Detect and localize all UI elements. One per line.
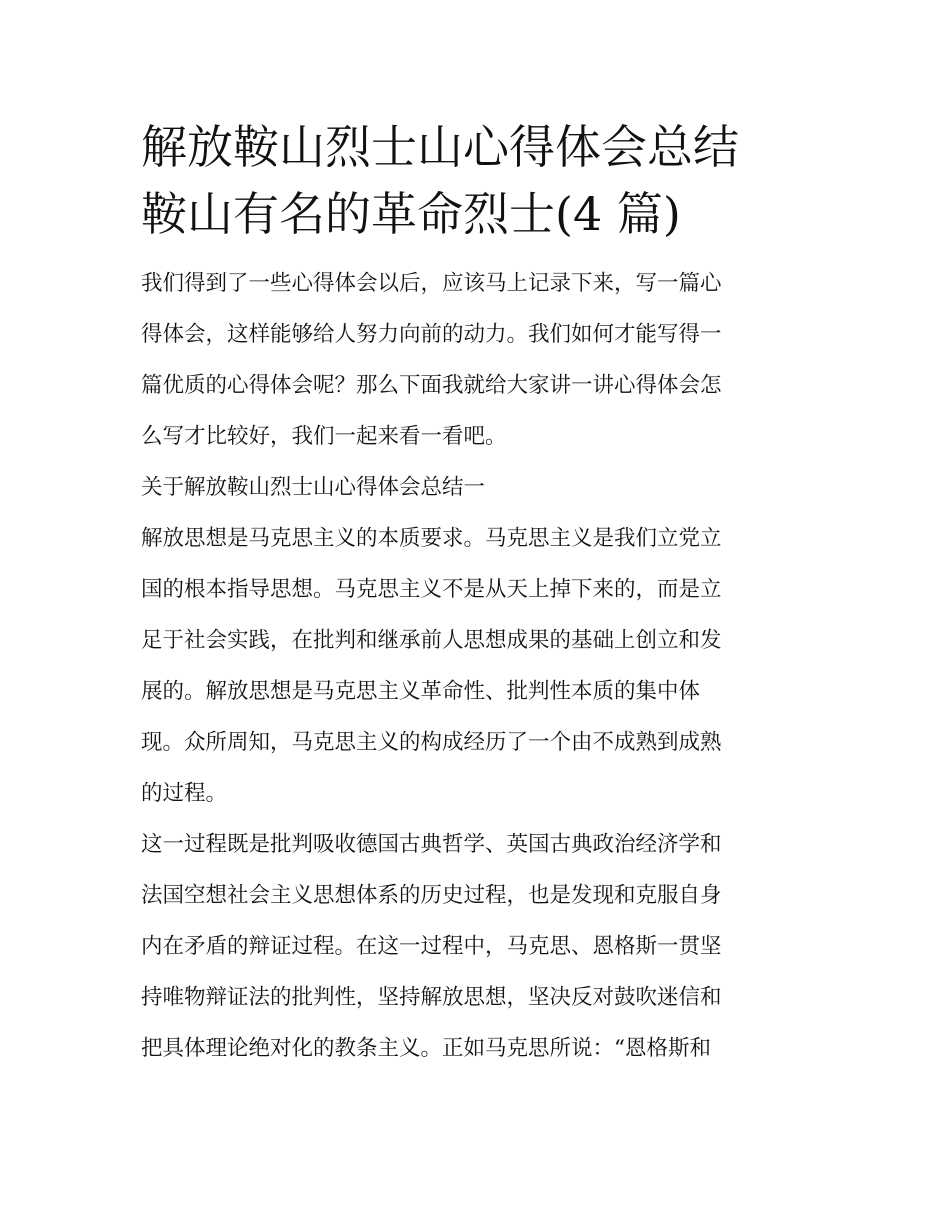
section-heading: [141, 462, 813, 513]
text-line: 足于社会实践，在批判和继承前人思想成果的基础上创立和发: [141, 628, 722, 653]
text-line: 把具体理论绝对化的教条主义。正如马克思所说：“恩格斯和: [141, 1036, 711, 1061]
text-line: 得体会，这样能够给人努力向前的动力。我们如何才能写得一: [141, 322, 722, 347]
document-body: [141, 114, 813, 1074]
text-line: 内在矛盾的辩证过程。在这一过程中，马克思、恩格斯一贯坚: [141, 934, 722, 959]
text-line: 解放思想是马克思主义的本质要求。马克思主义是我们立党立: [141, 526, 722, 551]
text-line: 关于解放鞍山烈士山心得体会总结一: [141, 475, 486, 500]
text-line: 展的。解放思想是马克思主义革命性、批判性本质的集中体: [141, 679, 701, 704]
text-line: 么写才比较好，我们一起来看一看吧。: [141, 424, 507, 449]
text-line: 持唯物辩证法的批判性，坚持解放思想，坚决反对鼓吹迷信和: [141, 985, 722, 1010]
text-line: 国的根本指导思想。马克思主义不是从天上掉下来的，而是立: [141, 577, 722, 602]
intro-paragraph: [141, 258, 813, 462]
text-line: 法国空想社会主义思想体系的历史过程，也是发现和克服自身: [141, 883, 722, 908]
body-paragraph-1: [141, 513, 813, 819]
text-line: 这一过程既是批判吸收德国古典哲学、英国古典政治经济学和: [141, 832, 722, 857]
document-title: [141, 114, 813, 248]
text-line: 现。众所周知，马克思主义的构成经历了一个由不成熟到成熟: [141, 730, 722, 755]
text-line: 的过程。: [141, 781, 228, 806]
body-paragraph-2: [141, 819, 813, 1074]
text-line: 我们得到了一些心得体会以后，应该马上记录下来，写一篇心: [141, 271, 722, 296]
title-line-2: 鞍山有名的革命烈士(4 篇): [141, 187, 681, 241]
title-line-1: 解放鞍山烈士山心得体会总结: [141, 120, 739, 174]
text-line: 篇优质的心得体会呢？那么下面我就给大家讲一讲心得体会怎: [141, 373, 722, 398]
